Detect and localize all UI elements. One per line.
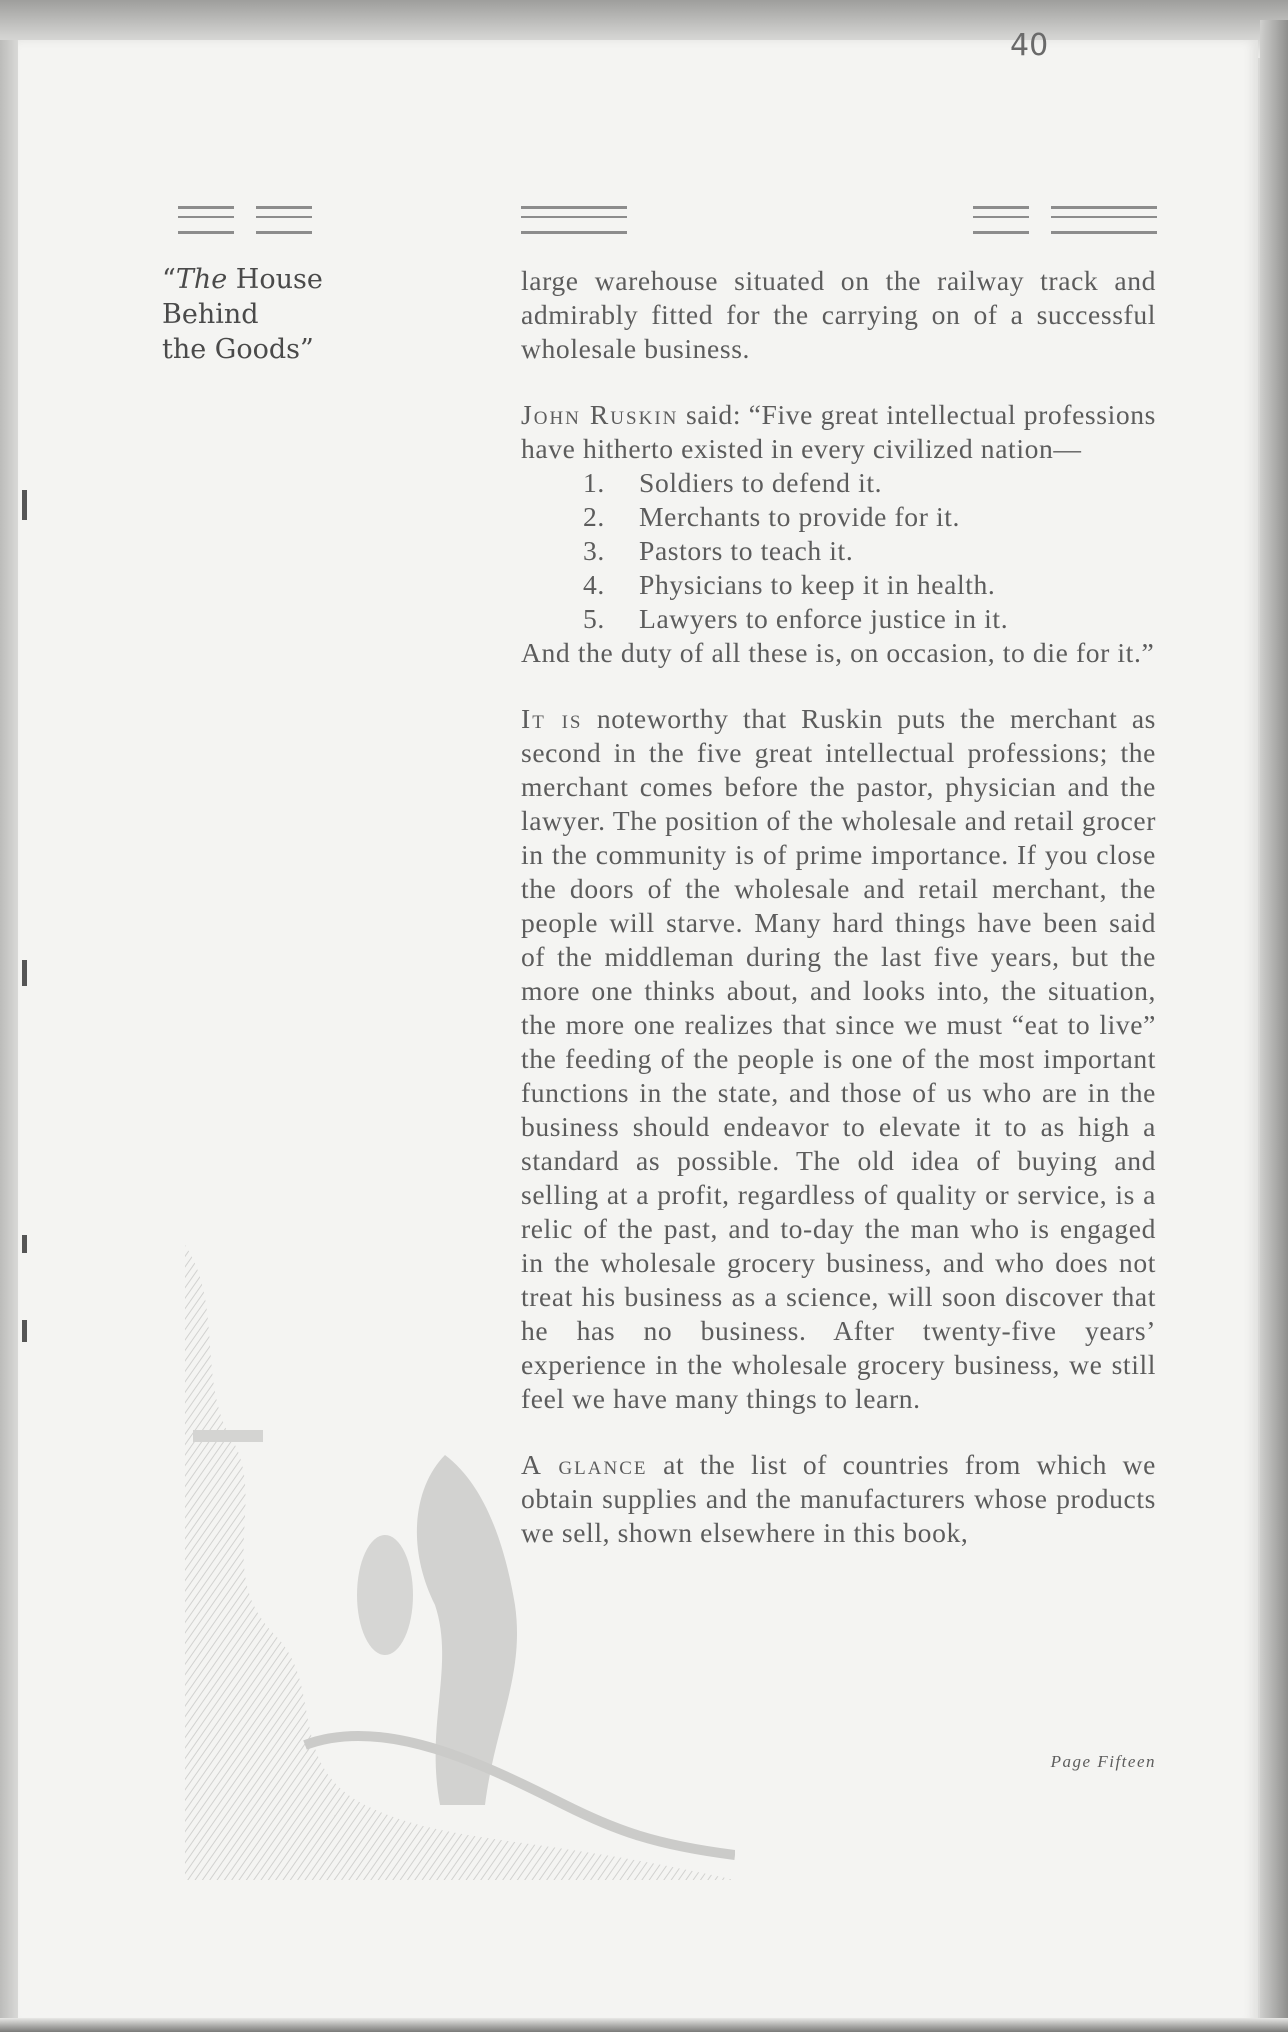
list-item: [583, 500, 1156, 534]
page-number: Page Fifteen: [1050, 1752, 1156, 1771]
paragraph: large warehouse situated on the railway track and admirably fitted for the carrying on of a successful wholesale business.: [521, 265, 1156, 364]
page-bottom-edge: [0, 2018, 1288, 2032]
paragraph-text: noteworthy that Ruskin puts the merchant as second in the five great intellectual professions; the merchant comes before the pastor, physician and the lawyer. The position of the wholesale and retail grocer in the community is of prime importance. If you close the doors of the wholesale and retail merchant, the people will starve. Many hard things have been said of the middleman during the last five years, but the more one thinks about, and looks into, the situation, the more one realizes that since we must “eat to live” the feeding of the people is one of the most important functions in the state, and those of us who are in the business should endeavor to elevate it to as high a standard as possible. The old idea of buying and selling at a profit, regardless of quality or service, is a relic of the past, and to-day the man who is engaged in the wholesale grocery business, and who does not treat his business as a science, will soon discover that he has no business. After twenty-five years’ experience in the wholesale grocery business, we still feel we have many things to learn.: [521, 703, 1157, 1414]
list-text: Physicians to keep it in health.: [639, 569, 996, 600]
rule-bar: [178, 206, 234, 234]
lead-in: John Ruskin: [521, 399, 679, 430]
list-text: Soldiers to defend it.: [639, 467, 883, 498]
list-number: 3.: [583, 535, 605, 566]
paragraph-ruskin-quote: [521, 398, 1156, 466]
paragraph-text: at the list of countries from which we obtain supplies and the manufacturers whose products we sell, shown elsewhere in this book,: [521, 1449, 1156, 1548]
list-item: [583, 568, 1156, 602]
paragraph-ruskin-commentary: [521, 702, 1156, 1416]
list-number: 1.: [583, 467, 605, 498]
close-quote: ”: [300, 334, 314, 365]
decorative-rule-center: [521, 206, 627, 234]
rule-bar: [1051, 206, 1157, 234]
sidebar-title-line1: [162, 262, 332, 297]
list-text: Merchants to provide for it.: [639, 501, 961, 532]
rule-bar: [521, 206, 627, 234]
binding-mark: [22, 1235, 27, 1253]
page-right-edge: [1260, 20, 1288, 2032]
sidebar-title: [162, 262, 332, 367]
sidebar-title-line3: [162, 332, 332, 367]
lead-in: It is: [521, 703, 583, 734]
lead-in: A glance: [521, 1449, 648, 1480]
list-number: 4.: [583, 569, 605, 600]
main-text-column: [521, 264, 1156, 1582]
rule-bar: [973, 206, 1029, 234]
paragraph-quote-close: And the duty of all these is, on occasion, to die for it.”: [521, 637, 1155, 668]
list-item: [583, 534, 1156, 568]
decorative-rule-left: [178, 206, 312, 234]
decorative-rule-right: [973, 206, 1157, 234]
handwritten-folio-number: 40: [1010, 28, 1049, 63]
sidebar-title-line2: Behind: [162, 299, 259, 330]
title-word: the Goods: [162, 334, 301, 365]
list-item: [583, 466, 1156, 500]
paragraph-glance: [521, 1448, 1156, 1550]
title-word: House: [235, 264, 323, 295]
list-item: [583, 602, 1156, 636]
paragraph-text: said: “Five great intellectual professions have hitherto existed in every civilized nation—: [521, 399, 1157, 464]
binding-mark: [22, 960, 27, 986]
binding-mark: [22, 1320, 27, 1342]
list-text: Pastors to teach it.: [639, 535, 854, 566]
rule-bar: [256, 206, 312, 234]
list-number: 2.: [583, 501, 605, 532]
list-text: Lawyers to enforce justice in it.: [639, 603, 1009, 634]
open-quote: “: [162, 264, 176, 295]
list-number: 5.: [583, 603, 605, 634]
professions-list: [521, 466, 1156, 636]
title-italic-word: The: [175, 264, 228, 295]
binding-mark: [22, 490, 27, 520]
